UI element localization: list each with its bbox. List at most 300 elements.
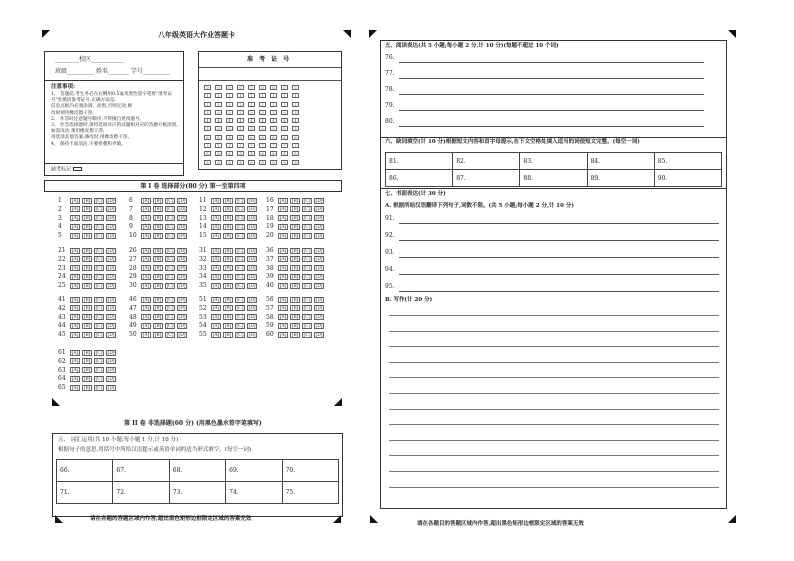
option-bubble[interactable]: [B]: [154, 332, 162, 338]
id-digit-bubble[interactable]: 8: [204, 151, 211, 156]
id-digit-bubble[interactable]: 2: [281, 102, 288, 107]
option-bubble[interactable]: [D]: [107, 257, 115, 263]
answer-cell[interactable]: 90.: [654, 170, 721, 187]
id-digit-bubble[interactable]: 5: [270, 126, 277, 131]
id-digit-bubble[interactable]: 7: [237, 143, 244, 148]
option-bubble[interactable]: [B]: [291, 216, 299, 222]
id-digit-bubble[interactable]: 2: [292, 102, 299, 107]
option-bubble[interactable]: [C]: [95, 283, 103, 289]
option-bubble[interactable]: [C]: [166, 323, 174, 329]
option-bubble[interactable]: [C]: [236, 323, 244, 329]
option-bubble[interactable]: [A]: [279, 332, 287, 338]
option-bubble[interactable]: [D]: [315, 332, 323, 338]
answer-cell[interactable]: 72.: [113, 482, 169, 504]
id-digit-bubble[interactable]: 8: [237, 151, 244, 156]
option-bubble[interactable]: [C]: [236, 207, 244, 213]
option-bubble[interactable]: [B]: [291, 332, 299, 338]
id-digit-bubble[interactable]: 9: [215, 160, 222, 165]
option-bubble[interactable]: [C]: [95, 248, 103, 254]
option-bubble[interactable]: [A]: [71, 266, 79, 272]
option-bubble[interactable]: [C]: [95, 297, 103, 303]
option-bubble[interactable]: [B]: [83, 306, 91, 312]
option-bubble[interactable]: [A]: [212, 297, 220, 303]
id-digit-bubble[interactable]: 2: [226, 102, 233, 107]
option-bubble[interactable]: [B]: [224, 297, 232, 303]
option-bubble[interactable]: [C]: [95, 323, 103, 329]
option-bubble[interactable]: [A]: [142, 283, 150, 289]
option-bubble[interactable]: [D]: [178, 306, 186, 312]
option-bubble[interactable]: [C]: [166, 198, 174, 204]
id-digit-bubble[interactable]: 0: [215, 85, 222, 90]
option-bubble[interactable]: [B]: [83, 257, 91, 263]
option-bubble[interactable]: [D]: [315, 266, 323, 272]
option-bubble[interactable]: [A]: [71, 332, 79, 338]
writing-line[interactable]: [389, 487, 719, 488]
option-bubble[interactable]: [D]: [107, 350, 115, 356]
option-bubble[interactable]: [C]: [95, 368, 103, 374]
option-bubble[interactable]: [D]: [107, 368, 115, 374]
option-bubble[interactable]: [B]: [154, 216, 162, 222]
answer-cell[interactable]: 87.: [453, 170, 520, 187]
id-digit-bubble[interactable]: 8: [270, 151, 277, 156]
option-bubble[interactable]: [C]: [303, 315, 311, 321]
option-bubble[interactable]: [D]: [315, 283, 323, 289]
option-bubble[interactable]: [A]: [71, 257, 79, 263]
option-bubble[interactable]: [D]: [315, 257, 323, 263]
id-digit-bubble[interactable]: 8: [259, 151, 266, 156]
option-bubble[interactable]: [A]: [212, 283, 220, 289]
answer-cell[interactable]: 66.: [57, 460, 113, 482]
id-digit-bubble[interactable]: 3: [270, 110, 277, 115]
option-bubble[interactable]: [B]: [83, 233, 91, 239]
option-bubble[interactable]: [B]: [291, 198, 299, 204]
option-bubble[interactable]: [C]: [236, 315, 244, 321]
id-digit-bubble[interactable]: 5: [248, 126, 255, 131]
option-bubble[interactable]: [A]: [71, 224, 79, 230]
option-bubble[interactable]: [B]: [83, 385, 91, 391]
option-bubble[interactable]: [B]: [224, 207, 232, 213]
option-bubble[interactable]: [D]: [248, 224, 256, 230]
id-digit-bubble[interactable]: 2: [248, 102, 255, 107]
option-bubble[interactable]: [B]: [291, 306, 299, 312]
option-bubble[interactable]: [C]: [236, 224, 244, 230]
id-digit-bubble[interactable]: 1: [248, 93, 255, 98]
id-digit-bubble[interactable]: 5: [237, 126, 244, 131]
option-bubble[interactable]: [C]: [95, 332, 103, 338]
option-bubble[interactable]: [A]: [142, 233, 150, 239]
option-bubble[interactable]: [B]: [224, 306, 232, 312]
id-digit-bubble[interactable]: 8: [281, 151, 288, 156]
option-bubble[interactable]: [B]: [83, 283, 91, 289]
id-digit-bubble[interactable]: 4: [259, 118, 266, 123]
writing-line[interactable]: [389, 377, 719, 378]
option-bubble[interactable]: [D]: [315, 198, 323, 204]
option-bubble[interactable]: [B]: [224, 224, 232, 230]
id-digit-bubble[interactable]: 1: [237, 93, 244, 98]
option-bubble[interactable]: [C]: [303, 198, 311, 204]
option-bubble[interactable]: [B]: [224, 216, 232, 222]
option-bubble[interactable]: [A]: [71, 216, 79, 222]
option-bubble[interactable]: [B]: [83, 350, 91, 356]
option-bubble[interactable]: [C]: [95, 207, 103, 213]
id-digit-bubble[interactable]: 6: [237, 135, 244, 140]
answer-cell[interactable]: 68.: [169, 460, 225, 482]
id-digit-bubble[interactable]: 3: [237, 110, 244, 115]
id-digit-bubble[interactable]: 2: [259, 102, 266, 107]
option-bubble[interactable]: [A]: [71, 359, 79, 365]
writing-line[interactable]: [389, 315, 719, 316]
option-bubble[interactable]: [A]: [71, 207, 79, 213]
answer-line[interactable]: [399, 62, 704, 63]
id-digit-bubble[interactable]: 9: [226, 160, 233, 165]
id-digit-bubble[interactable]: 0: [281, 85, 288, 90]
id-digit-bubble[interactable]: 9: [259, 160, 266, 165]
id-digit-bubble[interactable]: 8: [215, 151, 222, 156]
option-bubble[interactable]: [A]: [71, 306, 79, 312]
option-bubble[interactable]: [A]: [71, 315, 79, 321]
id-digit-bubble[interactable]: 0: [226, 85, 233, 90]
option-bubble[interactable]: [D]: [107, 385, 115, 391]
answer-cell[interactable]: 83.: [520, 153, 587, 170]
option-bubble[interactable]: [B]: [83, 323, 91, 329]
option-bubble[interactable]: [D]: [178, 315, 186, 321]
option-bubble[interactable]: [B]: [83, 198, 91, 204]
option-bubble[interactable]: [B]: [154, 233, 162, 239]
option-bubble[interactable]: [C]: [95, 350, 103, 356]
option-bubble[interactable]: [A]: [212, 323, 220, 329]
option-bubble[interactable]: [D]: [107, 207, 115, 213]
option-bubble[interactable]: [B]: [154, 207, 162, 213]
answer-cell[interactable]: 82.: [453, 153, 520, 170]
option-bubble[interactable]: [C]: [166, 257, 174, 263]
option-bubble[interactable]: [C]: [166, 306, 174, 312]
option-bubble[interactable]: [B]: [154, 283, 162, 289]
option-bubble[interactable]: [C]: [303, 224, 311, 230]
id-digit-bubble[interactable]: 6: [215, 135, 222, 140]
option-bubble[interactable]: [D]: [248, 248, 256, 254]
option-bubble[interactable]: [D]: [248, 216, 256, 222]
option-bubble[interactable]: [D]: [178, 207, 186, 213]
id-digit-bubble[interactable]: 2: [204, 102, 211, 107]
answer-cell[interactable]: 75.: [282, 482, 338, 504]
option-bubble[interactable]: [B]: [291, 323, 299, 329]
option-bubble[interactable]: [C]: [303, 266, 311, 272]
id-digit-bubble[interactable]: 4: [292, 118, 299, 123]
id-digit-bubble[interactable]: 4: [281, 118, 288, 123]
option-bubble[interactable]: [D]: [248, 266, 256, 272]
answer-cell[interactable]: 74.: [226, 482, 282, 504]
option-bubble[interactable]: [C]: [95, 274, 103, 280]
id-digit-bubble[interactable]: 4: [270, 118, 277, 123]
answer-line[interactable]: [399, 78, 704, 79]
option-bubble[interactable]: [D]: [248, 297, 256, 303]
option-bubble[interactable]: [A]: [71, 297, 79, 303]
id-digit-bubble[interactable]: 7: [204, 143, 211, 148]
option-bubble[interactable]: [D]: [248, 257, 256, 263]
option-bubble[interactable]: [C]: [303, 297, 311, 303]
option-bubble[interactable]: [D]: [107, 266, 115, 272]
option-bubble[interactable]: [A]: [279, 266, 287, 272]
option-bubble[interactable]: [D]: [248, 207, 256, 213]
option-bubble[interactable]: [D]: [178, 216, 186, 222]
id-digit-bubble[interactable]: 5: [259, 126, 266, 131]
option-bubble[interactable]: [A]: [142, 216, 150, 222]
option-bubble[interactable]: [A]: [279, 315, 287, 321]
option-bubble[interactable]: [B]: [224, 323, 232, 329]
school-field[interactable]: ________校区___________: [55, 56, 125, 63]
option-bubble[interactable]: [C]: [303, 306, 311, 312]
option-bubble[interactable]: [C]: [95, 306, 103, 312]
id-digit-bubble[interactable]: 5: [204, 126, 211, 131]
option-bubble[interactable]: [D]: [248, 233, 256, 239]
option-bubble[interactable]: [D]: [178, 257, 186, 263]
option-bubble[interactable]: [A]: [212, 274, 220, 280]
id-digit-bubble[interactable]: 0: [204, 85, 211, 90]
option-bubble[interactable]: [C]: [166, 248, 174, 254]
option-bubble[interactable]: [C]: [166, 283, 174, 289]
option-bubble[interactable]: [D]: [178, 248, 186, 254]
writing-line[interactable]: [389, 393, 719, 394]
answer-line[interactable]: [399, 274, 719, 275]
option-bubble[interactable]: [C]: [303, 283, 311, 289]
id-digit-bubble[interactable]: 7: [248, 143, 255, 148]
option-bubble[interactable]: [D]: [248, 315, 256, 321]
option-bubble[interactable]: [B]: [154, 315, 162, 321]
answer-cell[interactable]: 88.: [520, 170, 587, 187]
option-bubble[interactable]: [B]: [224, 274, 232, 280]
writing-line[interactable]: [389, 424, 719, 425]
option-bubble[interactable]: [A]: [142, 248, 150, 254]
id-digit-bubble[interactable]: 2: [270, 102, 277, 107]
id-digit-bubble[interactable]: 5: [226, 126, 233, 131]
option-bubble[interactable]: [C]: [95, 233, 103, 239]
option-bubble[interactable]: [C]: [236, 266, 244, 272]
id-digit-bubble[interactable]: 3: [281, 110, 288, 115]
option-bubble[interactable]: [B]: [224, 315, 232, 321]
option-bubble[interactable]: [C]: [303, 257, 311, 263]
option-bubble[interactable]: [D]: [107, 216, 115, 222]
option-bubble[interactable]: [B]: [224, 266, 232, 272]
option-bubble[interactable]: [D]: [315, 274, 323, 280]
option-bubble[interactable]: [A]: [279, 257, 287, 263]
id-digit-bubble[interactable]: 0: [248, 85, 255, 90]
option-bubble[interactable]: [A]: [71, 198, 79, 204]
option-bubble[interactable]: [B]: [224, 283, 232, 289]
missing-mark-box[interactable]: [73, 167, 82, 171]
id-digit-bubble[interactable]: 6: [259, 135, 266, 140]
option-bubble[interactable]: [B]: [291, 233, 299, 239]
id-digit-bubble[interactable]: 9: [292, 160, 299, 165]
option-bubble[interactable]: [C]: [303, 332, 311, 338]
id-digit-bubble[interactable]: 1: [292, 93, 299, 98]
option-bubble[interactable]: [C]: [95, 257, 103, 263]
option-bubble[interactable]: [D]: [315, 297, 323, 303]
option-bubble[interactable]: [A]: [279, 283, 287, 289]
option-bubble[interactable]: [D]: [178, 198, 186, 204]
option-bubble[interactable]: [B]: [291, 257, 299, 263]
option-bubble[interactable]: [A]: [71, 350, 79, 356]
option-bubble[interactable]: [C]: [236, 198, 244, 204]
option-bubble[interactable]: [C]: [303, 216, 311, 222]
option-bubble[interactable]: [C]: [95, 224, 103, 230]
id-digit-bubble[interactable]: 7: [292, 143, 299, 148]
id-digit-bubble[interactable]: 1: [270, 93, 277, 98]
id-digit-bubble[interactable]: 8: [292, 151, 299, 156]
writing-line[interactable]: [389, 331, 719, 332]
option-bubble[interactable]: [D]: [248, 274, 256, 280]
id-digit-bubble[interactable]: 6: [281, 135, 288, 140]
option-bubble[interactable]: [A]: [142, 315, 150, 321]
option-bubble[interactable]: [D]: [178, 266, 186, 272]
writing-line[interactable]: [389, 440, 719, 441]
writing-line[interactable]: [389, 455, 719, 456]
option-bubble[interactable]: [A]: [142, 274, 150, 280]
option-bubble[interactable]: [A]: [142, 323, 150, 329]
option-bubble[interactable]: [A]: [212, 306, 220, 312]
option-bubble[interactable]: [B]: [291, 315, 299, 321]
id-digit-bubble[interactable]: 5: [281, 126, 288, 131]
option-bubble[interactable]: [A]: [142, 257, 150, 263]
id-digit-bubble[interactable]: 8: [248, 151, 255, 156]
writing-line[interactable]: [389, 471, 719, 472]
id-digit-bubble[interactable]: 4: [226, 118, 233, 123]
option-bubble[interactable]: [B]: [154, 297, 162, 303]
option-bubble[interactable]: [D]: [178, 323, 186, 329]
option-bubble[interactable]: [B]: [83, 359, 91, 365]
option-bubble[interactable]: [A]: [212, 266, 220, 272]
option-bubble[interactable]: [B]: [291, 207, 299, 213]
option-bubble[interactable]: [B]: [83, 315, 91, 321]
option-bubble[interactable]: [B]: [154, 323, 162, 329]
option-bubble[interactable]: [D]: [107, 323, 115, 329]
id-digit-bubble[interactable]: 7: [281, 143, 288, 148]
option-bubble[interactable]: [B]: [224, 332, 232, 338]
option-bubble[interactable]: [B]: [154, 266, 162, 272]
option-bubble[interactable]: [A]: [212, 207, 220, 213]
id-digit-bubble[interactable]: 9: [237, 160, 244, 165]
option-bubble[interactable]: [C]: [236, 274, 244, 280]
option-bubble[interactable]: [C]: [166, 233, 174, 239]
option-bubble[interactable]: [A]: [212, 332, 220, 338]
option-bubble[interactable]: [B]: [224, 248, 232, 254]
id-digit-bubble[interactable]: 3: [215, 110, 222, 115]
option-bubble[interactable]: [C]: [236, 216, 244, 222]
option-bubble[interactable]: [C]: [166, 274, 174, 280]
option-bubble[interactable]: [C]: [166, 224, 174, 230]
id-digit-bubble[interactable]: 5: [215, 126, 222, 131]
option-bubble[interactable]: [D]: [107, 359, 115, 365]
option-bubble[interactable]: [B]: [83, 332, 91, 338]
option-bubble[interactable]: [D]: [315, 248, 323, 254]
option-bubble[interactable]: [D]: [107, 376, 115, 382]
option-bubble[interactable]: [B]: [291, 274, 299, 280]
option-bubble[interactable]: [B]: [291, 248, 299, 254]
id-digit-bubble[interactable]: 7: [226, 143, 233, 148]
option-bubble[interactable]: [B]: [224, 257, 232, 263]
option-bubble[interactable]: [D]: [315, 323, 323, 329]
option-bubble[interactable]: [C]: [95, 385, 103, 391]
option-bubble[interactable]: [B]: [154, 248, 162, 254]
option-bubble[interactable]: [D]: [178, 332, 186, 338]
writing-line[interactable]: [389, 346, 719, 347]
option-bubble[interactable]: [C]: [166, 216, 174, 222]
option-bubble[interactable]: [C]: [166, 266, 174, 272]
answer-line[interactable]: [399, 257, 719, 258]
option-bubble[interactable]: [A]: [279, 233, 287, 239]
option-bubble[interactable]: [D]: [248, 332, 256, 338]
option-bubble[interactable]: [C]: [236, 257, 244, 263]
answer-line[interactable]: [399, 240, 719, 241]
option-bubble[interactable]: [D]: [315, 306, 323, 312]
option-bubble[interactable]: [A]: [71, 274, 79, 280]
option-bubble[interactable]: [D]: [248, 306, 256, 312]
option-bubble[interactable]: [D]: [107, 306, 115, 312]
id-digit-bubble[interactable]: 7: [270, 143, 277, 148]
option-bubble[interactable]: [D]: [107, 332, 115, 338]
option-bubble[interactable]: [A]: [212, 198, 220, 204]
option-bubble[interactable]: [C]: [166, 332, 174, 338]
writing-line[interactable]: [389, 362, 719, 363]
option-bubble[interactable]: [D]: [107, 315, 115, 321]
option-bubble[interactable]: [A]: [279, 248, 287, 254]
option-bubble[interactable]: [A]: [71, 233, 79, 239]
option-bubble[interactable]: [A]: [71, 283, 79, 289]
option-bubble[interactable]: [C]: [236, 332, 244, 338]
option-bubble[interactable]: [A]: [212, 224, 220, 230]
option-bubble[interactable]: [A]: [142, 332, 150, 338]
option-bubble[interactable]: [B]: [83, 376, 91, 382]
option-bubble[interactable]: [C]: [236, 283, 244, 289]
option-bubble[interactable]: [D]: [178, 224, 186, 230]
answer-line[interactable]: [399, 94, 704, 95]
option-bubble[interactable]: [A]: [142, 306, 150, 312]
id-digit-bubble[interactable]: 1: [281, 93, 288, 98]
option-bubble[interactable]: [D]: [315, 207, 323, 213]
answer-cell[interactable]: 86.: [386, 170, 453, 187]
option-bubble[interactable]: [B]: [291, 297, 299, 303]
option-bubble[interactable]: [B]: [224, 233, 232, 239]
id-digit-bubble[interactable]: 3: [292, 110, 299, 115]
option-bubble[interactable]: [D]: [178, 233, 186, 239]
option-bubble[interactable]: [D]: [248, 323, 256, 329]
id-digit-bubble[interactable]: 4: [215, 118, 222, 123]
option-bubble[interactable]: [D]: [178, 274, 186, 280]
option-bubble[interactable]: [B]: [154, 198, 162, 204]
id-digit-bubble[interactable]: 6: [292, 135, 299, 140]
option-bubble[interactable]: [B]: [83, 274, 91, 280]
answer-line[interactable]: [399, 126, 704, 127]
option-bubble[interactable]: [A]: [71, 376, 79, 382]
id-digit-bubble[interactable]: 8: [226, 151, 233, 156]
option-bubble[interactable]: [C]: [303, 274, 311, 280]
id-digit-bubble[interactable]: 3: [259, 110, 266, 115]
answer-cell[interactable]: 81.: [386, 153, 453, 170]
id-digit-bubble[interactable]: 9: [270, 160, 277, 165]
option-bubble[interactable]: [A]: [212, 248, 220, 254]
option-bubble[interactable]: [B]: [154, 274, 162, 280]
option-bubble[interactable]: [A]: [142, 266, 150, 272]
id-digit-bubble[interactable]: 2: [237, 102, 244, 107]
id-digit-bubble[interactable]: 1: [226, 93, 233, 98]
option-bubble[interactable]: [A]: [279, 306, 287, 312]
option-bubble[interactable]: [D]: [107, 274, 115, 280]
writing-line[interactable]: [389, 409, 719, 410]
option-bubble[interactable]: [C]: [236, 233, 244, 239]
option-bubble[interactable]: [A]: [142, 198, 150, 204]
option-bubble[interactable]: [A]: [212, 216, 220, 222]
id-digit-bubble[interactable]: 1: [215, 93, 222, 98]
id-digit-bubble[interactable]: 5: [292, 126, 299, 131]
